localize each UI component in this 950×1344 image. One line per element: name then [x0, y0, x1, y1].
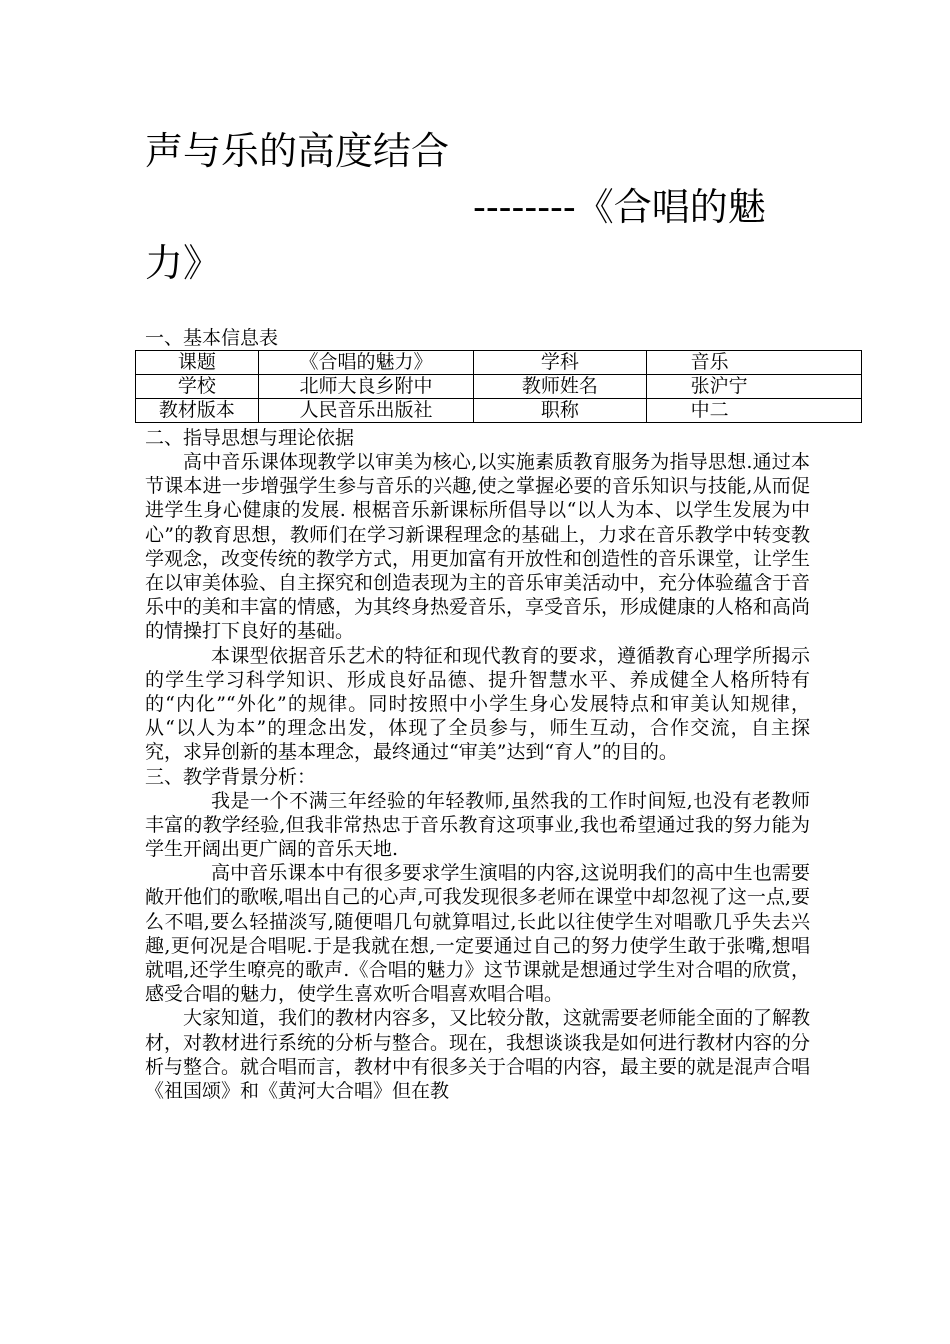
- table-cell: 音乐: [646, 351, 861, 375]
- table-cell: 学科: [474, 351, 646, 375]
- table-row: [136, 399, 862, 423]
- table-cell: 张沪宁: [646, 375, 861, 399]
- table-cell: 课题: [136, 351, 259, 375]
- document-body: [145, 426, 810, 1103]
- table-row: [136, 375, 862, 399]
- basic-info-table: [135, 350, 862, 423]
- table-cell: 教师姓名: [474, 375, 646, 399]
- section1-heading: 一、基本信息表: [145, 327, 279, 349]
- document-title: 声与乐的高度结合: [145, 129, 450, 173]
- table-row: [136, 351, 862, 375]
- section2-paragraph-2: 本课型依据音乐艺术的特征和现代教育的要求，遵循教育心理学所揭示的学生学习科学知识、形成良好品德、提升智慧水平、养成健全人格所特有的“内化”“外化”的规律。同时按照中小学生身心发展特点和审美认知规律，从“以人为本”的理念出发，体现了全员参与，师生互动，合作交流，自主探究，求异创新的基本理念，最终通过“审美”达到“育人”的目的。: [145, 644, 810, 764]
- table-cell: 学校: [136, 375, 259, 399]
- section3-paragraph-3: 大家知道，我们的教材内容多，又比较分散，这就需要老师能全面的了解教材，对教材进行系统的分析与整合。现在，我想谈谈我是如何进行教材内容的分析与整合。就合唱而言，教材中有很多关于合唱的内容，最主要的就是混声合唱《祖国颂》和《黄河大合唱》但在教: [145, 1007, 811, 1103]
- section3-paragraph-1: 我是一个不满三年经验的年轻教师,虽然我的工作时间短,也没有老教师丰富的教学经验,但我非常热忠于音乐教育这项事业,我也希望通过我的努力能为学生开阔出更广阔的音乐天地.: [145, 789, 810, 861]
- table-cell: 职称: [474, 399, 646, 423]
- table-cell: 《合唱的魅力》: [258, 351, 474, 375]
- table-cell: 人民音乐出版社: [258, 399, 474, 423]
- document-subtitle-line1: --------《合唱的魅: [473, 185, 766, 229]
- table-cell: 教材版本: [136, 399, 259, 423]
- section2-paragraph-1: 高中音乐课体现教学以审美为核心,以实施素质教育服务为指导思想.通过本节课本进一步增强学生参与音乐的兴趣,使之掌握必要的音乐知识与技能,从而促进学生身心健康的发展. 根椐音乐新课标所倡导以“以人为本、以学生发展为中心”的教育思想，教师们在学习新课程理念的基础上，力求在音乐教学中转变教学观念，改变传统的教学方式，用更加富有开放性和创造性的音乐课堂，让学生在以审美体验、自主探究和创造表现为主的音乐审美活动中，充分体验蕴含于音乐中的美和丰富的情感，为其终身热爱音乐，享受音乐，形成健康的人格和高尚的情操打下良好的基础。: [145, 451, 811, 643]
- document-subtitle-line2: 力》: [145, 241, 222, 285]
- table-cell: 北师大良乡附中: [258, 375, 474, 399]
- table-cell: 中二: [646, 399, 861, 423]
- document-page: [145, 128, 811, 1103]
- section3-paragraph-2: 高中音乐课本中有很多要求学生演唱的内容,这说明我们的高中生也需要敞开他们的歌喉,唱出自己的心声,可我发现很多老师在课堂中却忽视了这一点,要么不唱,要么轻描淡写,随便唱几句就算唱过,长此以往使学生对唱歌几乎失去兴趣,更何况是合唱呢.于是我就在想,一定要通过自己的努力使学生敢于张嘴,想唱就唱,还学生嘹亮的歌声.《合唱的魅力》这节课就是想通过学生对合唱的欣赏，感受合唱的魅力，使学生喜欢听合唱喜欢唱合唱。: [145, 862, 810, 1006]
- section2-heading: 二、指导思想与理论依据: [145, 427, 355, 449]
- section3-heading: 三、教学背景分析：: [145, 765, 317, 788]
